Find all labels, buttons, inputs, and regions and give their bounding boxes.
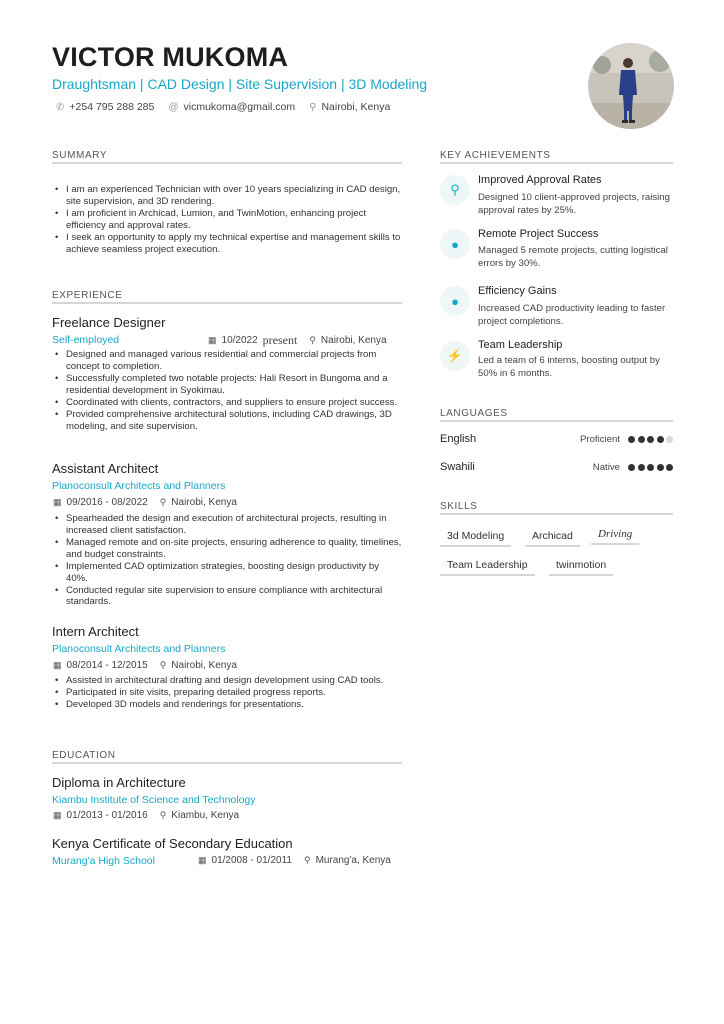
- rating-dot-filled: [638, 436, 645, 443]
- education-dates: [53, 810, 148, 821]
- calendar-icon: ▦: [198, 855, 207, 865]
- school-name: Murang'a High School: [52, 855, 155, 867]
- degree-title: Kenya Certificate of Secondary Education: [52, 836, 293, 851]
- language-name: English: [440, 433, 477, 445]
- rating-dot-filled: [638, 464, 645, 471]
- job-bullet: • Implemented CAD optimization strategies, boosting design productivity by 40%.: [53, 561, 403, 584]
- job-location: [309, 335, 386, 346]
- email-text[interactable]: vicmukoma@gmail.com: [183, 101, 296, 113]
- skill-tag: Team Leadership: [440, 559, 535, 576]
- phone-icon: ✆: [56, 101, 65, 113]
- job-organization: Planoconsult Architects and Planners: [52, 643, 226, 655]
- education-location: [304, 855, 391, 866]
- job-meta: [53, 660, 237, 671]
- achievements-divider: [440, 162, 673, 164]
- education-location-text: Murang'a, Kenya: [315, 855, 391, 866]
- achievement-description: Led a team of 6 interns, boosting output by 50% in 6 months.: [478, 355, 660, 379]
- languages-heading: LANGUAGES: [440, 408, 508, 419]
- contact-row: [56, 101, 390, 113]
- achievement-title: Efficiency Gains: [478, 285, 557, 297]
- candidate-name: VICTOR MUKOMA: [52, 42, 289, 72]
- skill-tag: Archicad: [525, 530, 580, 547]
- calendar-icon: ▦: [53, 810, 62, 820]
- achievement-description: Designed 10 client-approved projects, raising approval rates by 25%.: [478, 192, 670, 216]
- skill-tag: 3d Modeling: [440, 530, 511, 547]
- job-bullet: • Assisted in architectural drafting and design development using CAD tools.: [53, 675, 403, 687]
- phone-contact: [56, 101, 154, 113]
- summary-heading: SUMMARY: [52, 150, 108, 161]
- skills-divider: [440, 513, 673, 515]
- job-location: [160, 660, 237, 671]
- summary-divider: [52, 162, 402, 164]
- job-end-date: present: [262, 333, 298, 347]
- rating-dot-filled: [647, 436, 654, 443]
- job-dates: [53, 497, 148, 508]
- job-location-text: Nairobi, Kenya: [320, 335, 387, 346]
- map-pin-icon: ⚲: [159, 810, 167, 820]
- achievement-title: Improved Approval Rates: [478, 174, 602, 186]
- job-bullet: • Spearheaded the design and execution of architectural projects, resulting in increased client satisfaction.: [53, 513, 403, 536]
- job-location-text: Nairobi, Kenya: [171, 660, 237, 671]
- location-contact: [309, 101, 390, 113]
- job-bullet: • Successfully completed two notable projects: Hali Resort in Bungoma and a residential development in Syokimau.: [53, 373, 403, 396]
- achievement-title: Remote Project Success: [478, 228, 599, 240]
- education-date-range: 01/2008 - 01/2011: [211, 855, 292, 866]
- experience-divider: [52, 302, 402, 304]
- job-bullet: • Managed remote and on-site projects, ensuring adherence to quality, timelines, and budget constraints.: [53, 537, 403, 560]
- rating-dot-filled: [647, 464, 654, 471]
- rating-dot-filled: [628, 436, 635, 443]
- rating-dot-filled: [628, 464, 635, 471]
- achievement-title: Team Leadership: [478, 339, 563, 351]
- summary-bullet: • I am an experienced Technician with over 10 years specializing in CAD design, site supervision, and 3D rendering.: [53, 184, 403, 207]
- job-date-range: 08/2014 - 12/2015: [66, 660, 148, 671]
- job-title: Intern Architect: [52, 624, 139, 639]
- education-location: [160, 810, 239, 821]
- achievements-heading: KEY ACHIEVEMENTS: [440, 150, 551, 161]
- job-dates: [53, 660, 148, 671]
- location-text: Nairobi, Kenya: [321, 101, 391, 113]
- languages-divider: [440, 420, 673, 422]
- job-title: Freelance Designer: [52, 315, 166, 330]
- language-name: Swahili: [440, 461, 475, 473]
- skill-tag: twinmotion: [549, 559, 613, 576]
- education-heading: EDUCATION: [52, 750, 116, 761]
- profile-photo: [588, 43, 674, 129]
- job-bullet: • Conducted regular site supervision to ensure compliance with architectural standards.: [53, 585, 403, 608]
- job-bullet: • Developed 3D models and renderings for presentations.: [53, 699, 403, 711]
- job-bullets: [53, 513, 403, 609]
- calendar-icon: ▦: [208, 335, 217, 345]
- award-icon: ⚲: [440, 175, 470, 205]
- calendar-icon: ▦: [53, 660, 62, 670]
- job-bullets: [53, 675, 403, 712]
- job-bullets: [53, 349, 403, 433]
- job-bullet: • Designed and managed various residential and commercial projects from concept to completion.: [53, 349, 403, 372]
- rating-dot-empty: [666, 436, 673, 443]
- education-divider: [52, 762, 402, 764]
- job-title: Assistant Architect: [52, 461, 159, 476]
- map-pin-icon: ⚲: [159, 497, 167, 507]
- calendar-icon: ▦: [53, 497, 62, 507]
- job-start-date: 10/2022: [221, 335, 258, 346]
- job-bullet: • Participated in site visits, preparing detailed progress reports.: [53, 687, 403, 699]
- map-pin-icon: ⚲: [303, 855, 311, 865]
- experience-heading: EXPERIENCE: [52, 290, 123, 301]
- job-bullet: • Provided comprehensive architectural solutions, including CAD drawings, 3D modeling, and site supervision.: [53, 409, 403, 432]
- achievement-description: Increased CAD productivity leading to faster project completions.: [478, 303, 666, 327]
- language-rating: [628, 464, 673, 471]
- language-rating: [628, 436, 673, 443]
- job-bullet: • Coordinated with clients, contractors, and suppliers to ensure project success.: [53, 397, 403, 409]
- education-meta: [198, 855, 391, 866]
- lightning-icon: ⚡: [440, 341, 470, 371]
- school-name: Kiambu Institute of Science and Technology: [52, 794, 256, 806]
- job-location-text: Nairobi, Kenya: [171, 497, 237, 508]
- education-location-text: Kiambu, Kenya: [171, 810, 240, 821]
- rating-dot-filled: [657, 436, 664, 443]
- job-organization: Planoconsult Architects and Planners: [52, 480, 226, 492]
- job-organization: Self-employed: [52, 334, 120, 346]
- job-meta: [208, 333, 387, 348]
- phone-text: +254 795 288 285: [69, 101, 155, 113]
- job-dates: [208, 333, 297, 348]
- map-pin-icon: ⚲: [309, 335, 316, 345]
- at-sign-icon: @: [168, 101, 179, 113]
- summary-list: [53, 184, 403, 256]
- summary-bullet: • I am proficient in Archicad, Lumion, and TwinMotion, enhancing project efficiency and approval rates.: [53, 208, 403, 231]
- education-dates: [198, 855, 292, 866]
- language-level: Native: [592, 462, 620, 473]
- map-pin-icon: ⚲: [309, 101, 317, 113]
- lightbulb-icon: ●: [440, 286, 470, 316]
- map-pin-icon: ⚲: [159, 660, 167, 670]
- job-location: [160, 497, 237, 508]
- language-level: Proficient: [580, 434, 620, 445]
- headline: Draughtsman | CAD Design | Site Supervision | 3D Modeling: [52, 76, 428, 92]
- skill-tag: Driving: [591, 528, 639, 545]
- degree-title: Diploma in Architecture: [52, 775, 186, 790]
- job-meta: [53, 497, 237, 508]
- education-date-range: 01/2013 - 01/2016: [66, 810, 148, 821]
- email-contact[interactable]: [168, 101, 295, 113]
- achievement-description: Managed 5 remote projects, cutting logistical errors by 30%.: [478, 245, 668, 269]
- rating-dot-filled: [657, 464, 664, 471]
- skills-heading: SKILLS: [440, 501, 478, 512]
- education-meta: [53, 810, 239, 821]
- summary-bullet: • I seek an opportunity to apply my technical expertise and management skills to achieve seamless project execution.: [53, 232, 403, 255]
- rating-dot-filled: [666, 464, 673, 471]
- lightbulb-icon: ●: [440, 229, 470, 259]
- job-date-range: 09/2016 - 08/2022: [66, 497, 148, 508]
